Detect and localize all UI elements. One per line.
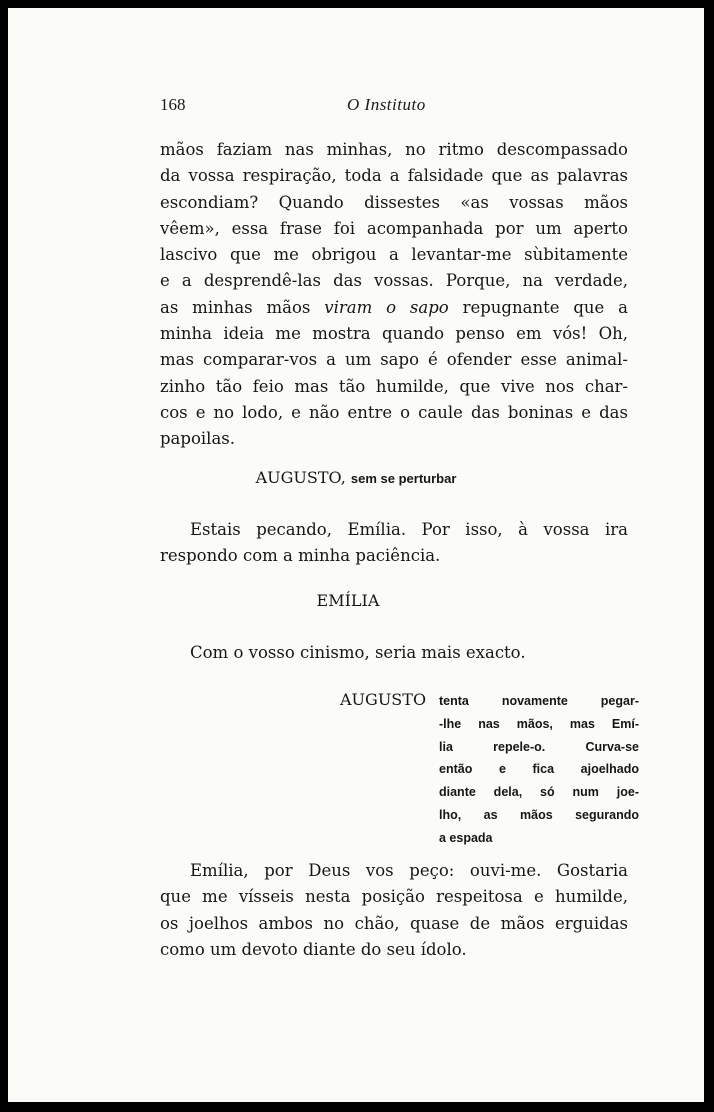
- text-line: vêem», essa frase foi acompanhada por um aperto: [160, 218, 628, 238]
- text-line: minha ideia me mostra quando penso em vós! Oh,: [160, 324, 628, 344]
- book-page: [8, 8, 704, 1102]
- page-header: [8, 95, 704, 119]
- speaker-name: AUGUSTO,: [255, 468, 346, 487]
- stage-direction-speaker: AUGUSTO: [340, 690, 427, 709]
- speaker-heading-augusto: [8, 468, 704, 487]
- paragraph-4: [160, 858, 628, 963]
- text-line: papoilas.: [160, 429, 235, 449]
- running-title: O Instituto: [347, 95, 426, 114]
- text-line: respondo com a minha paciência.: [160, 546, 441, 566]
- page-number: 168: [160, 95, 186, 114]
- text-line: Emília, por Deus vos peço: ouvi-me. Gostaria: [190, 861, 628, 880]
- text-line: da vossa respiração, toda a falsidade que as palavras: [160, 166, 628, 186]
- text-line: mas comparar-vos a um sapo é ofender esse animal-: [160, 350, 628, 370]
- text-line: cos e no lodo, e não entre o caule das boninas e das: [160, 402, 628, 422]
- speaker-heading-emilia: [8, 591, 696, 610]
- text-line: Estais pecando, Emília. Por isso, à vossa ira: [190, 520, 628, 539]
- text-line: lascivo que me obrigou a levantar-me sùbitamente: [160, 245, 628, 265]
- text-line: os joelhos ambos no chão, quase de mãos erguidas: [160, 913, 628, 933]
- text-line-with-italic: [160, 295, 628, 321]
- paragraph-2: [160, 517, 628, 570]
- paragraph-1: [160, 137, 628, 453]
- text-line: mãos faziam nas minhas, no ritmo descompassado: [160, 140, 628, 159]
- speaker-direction: sem se perturbar: [350, 471, 457, 486]
- italic-phrase: viram o sapo: [324, 297, 449, 317]
- direction-line: tenta novamente pegar-: [439, 694, 639, 708]
- text-line: como um devoto diante do seu ídolo.: [160, 939, 467, 959]
- speaker-name: EMÍLIA: [316, 591, 380, 610]
- direction-line: a espada: [439, 830, 493, 845]
- stage-direction-text: [439, 690, 639, 850]
- direction-line: então e fica ajoelhado: [439, 762, 639, 777]
- direction-line: lia repele-o. Curva-se: [439, 739, 639, 754]
- paragraph-3: [160, 640, 628, 666]
- text-line: escondiam? Quando dissestes «as vossas mãos: [160, 192, 628, 212]
- text-line: Com o vosso cinismo, seria mais exacto.: [190, 643, 526, 662]
- text-line: e a desprendê-las das vossas. Porque, na verdade,: [160, 271, 628, 291]
- text-line: que me vísseis nesta posição respeitosa e humilde,: [160, 887, 628, 907]
- direction-line: lho, as mãos segurando: [439, 807, 639, 822]
- direction-line: -lhe nas mãos, mas Emí-: [439, 716, 639, 731]
- text-run: as minhas mãos: [160, 297, 325, 317]
- text-line: zinho tão feio mas tão humilde, que vive nos char-: [160, 376, 628, 396]
- text-run: repugnante que a: [448, 297, 628, 317]
- direction-line: diante dela, só num joe-: [439, 785, 639, 800]
